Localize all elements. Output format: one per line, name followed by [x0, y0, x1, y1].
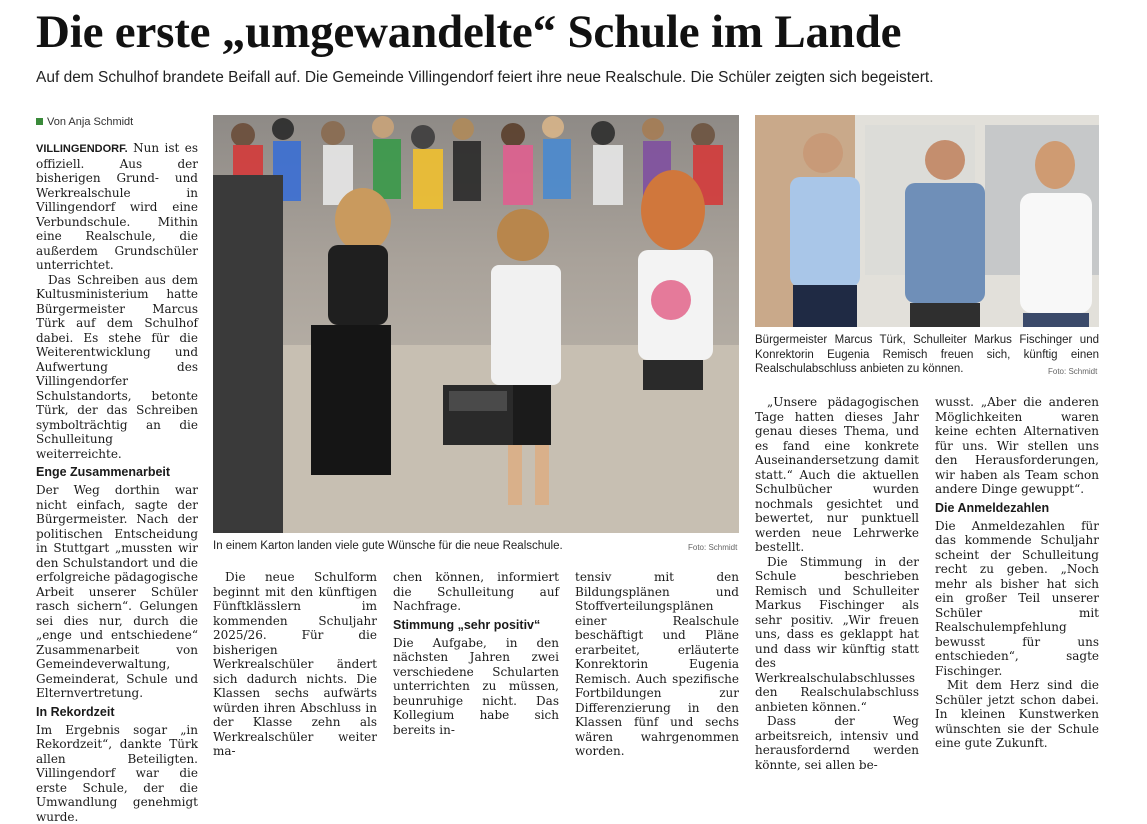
- col1-p1-text: Nun ist es offiziell. Aus der bisherigen Grund- und Werkrealschule in Villingendorf wird eine Verbundschule. Mithin eine Realschule, die außerdem Grundschüler unterrichtet.: [36, 141, 198, 272]
- col1-paragraph-2: Das Schreiben aus dem Kultusministerium hatte Bürgermeister Marcus Türk auf dem Schulhof dabei. Es stehe für die Weiterentwicklung und Aufwertung des Villingendorfer Schulstandorts, betonte Türk, der das Schreiben symbolträchtig an die Schulleitung weiterreichte.: [36, 273, 198, 462]
- photo2-caption: Bürgermeister Marcus Türk, Schulleiter Markus Fischinger und Konrektorin Eugenia Remisch freuen sich, künftig einen Realschulabschluss anbieten zu können.: [755, 333, 1099, 377]
- col6-paragraph-1: wusst. „Aber die anderen Möglichkeiten waren keine echten Alternativen für uns. Wir stellen uns den Herausforderungen, wir haben als Team schon andere Dinge gewuppt“.: [935, 395, 1099, 497]
- col1-paragraph-3: Der Weg dorthin war nicht einfach, sagte der Bürgermeister. Nach der politischen Entscheidung in Stuttgart „mussten wir den Schulstandort und die erfolgreiche pädagogische Arbeit unserer Schüler rasch sichern“. Gelungen sei dies nur, durch die „enge und entschiedene“ Zusammenarbeit von Gemeindeverwaltung, Gemeinderat, Schule und Elternvertretung.: [36, 483, 198, 701]
- photo1-credit: Foto: Schmidt: [688, 543, 737, 552]
- photo2-credit: Foto: Schmidt: [1048, 367, 1097, 376]
- col5-paragraph-2: Die Stimmung in der Schule beschrieben Remisch und Schulleiter Markus Fischinger als sehr positiv. „Wir freuen uns, dass es geklappt hat und dass wir künftig statt des Werkrealschulabschlusses den Realschulabschluss anbieten können.“: [755, 555, 919, 715]
- byline-marker-icon: [36, 118, 43, 125]
- column-5: [755, 395, 919, 772]
- column-6: [935, 395, 1099, 751]
- photo1-caption: In einem Karton landen viele gute Wünsche für die neue Realschule.: [213, 539, 633, 554]
- column-2: [213, 570, 377, 759]
- col5-paragraph-1: „Unsere pädagogischen Tage hatten dieses Jahr genau dieses Thema, und es fand eine konkrete Auseinandersetzung damit statt.“ Auch die aktuellen Schulbücher wurden nochmals gesichtet und bewertet, nur punktuell werden neue Lehrwerke bestellt.: [755, 395, 919, 555]
- col6-paragraph-3: Mit dem Herz sind die Schüler jetzt schon dabei. In kleinen Kunstwerken wünschten sie der Schule eine gute Zukunft.: [935, 678, 1099, 751]
- column-3: [393, 570, 559, 737]
- subheading-anmeldezahlen: Die Anmeldezahlen: [935, 501, 1099, 516]
- col1-paragraph-4: Im Ergebnis sogar „in Rekordzeit“, dankte Türk allen Beteiligten. Villingendorf war die erste Schule, der die Umwandlung genehmigt wurde.: [36, 723, 198, 824]
- subheading-in-rekordzeit: In Rekordzeit: [36, 705, 198, 720]
- column-4: [575, 570, 739, 759]
- subheadline: Auf dem Schulhof brandete Beifall auf. Die Gemeinde Villingendorf feiert ihre neue Realschule. Die Schüler zeigten sich begeistert.: [36, 66, 934, 90]
- col1-paragraph-1: [36, 141, 198, 273]
- column-1: [36, 141, 198, 824]
- subheading-stimmung: Stimmung „sehr positiv“: [393, 618, 559, 633]
- photo-mayor-principal-deputy: [755, 115, 1099, 327]
- byline: [36, 114, 133, 130]
- col3-paragraph-1: chen können, informiert die Schulleitung auf Nachfrage.: [393, 570, 559, 614]
- byline-author: Von Anja Schmidt: [47, 116, 133, 128]
- col5-paragraph-3: Dass der Weg arbeitsreich, intensiv und herausfordernd werden könnte, sei allen be-: [755, 714, 919, 772]
- col6-paragraph-2: Die Anmeldezahlen für das kommende Schuljahr scheint der Schulleitung recht zu geben. „Noch mehr als bisher hat sich ein großer Teil unserer Schüler mit Realschulempfehlung bewusst für uns entschieden“, sagte Fischinger.: [935, 519, 1099, 679]
- dateline: VILLINGENDORF.: [36, 143, 128, 155]
- col2-paragraph-1: Die neue Schulform beginnt mit den künftigen Fünftklässlern im kommenden Schuljahr 2025/26. Für die bisherigen Werkrealschüler ändert sich dadurch nichts. Die Klassen sechs aufwärts würden ihren Abschluss in der Klasse zehn als Werkrealschüler weiter ma-: [213, 570, 377, 759]
- col3-paragraph-2: Die Aufgabe, in den nächsten Jahren zwei verschiedene Schularten unterrichten zu müssen, beunruhige nicht. Das Kollegium habe sich bereits in-: [393, 636, 559, 738]
- col4-paragraph-1: tensiv mit den Bildungsplänen und Stoffverteilungsplänen einer Realschule beschäftigt und Pläne erarbeitet, erläuterte Konrektorin Eugenia Remisch. Auch spezifische Fortbildungen zur Differenzierung in den Klassen fünf und sechs wären wahrgenommen worden.: [575, 570, 739, 759]
- subheading-enge-zusammenarbeit: Enge Zusammenarbeit: [36, 465, 198, 480]
- photo-schoolyard-children: [213, 115, 739, 533]
- headline: Die erste „umgewandelte“ Schule im Lande: [36, 2, 901, 62]
